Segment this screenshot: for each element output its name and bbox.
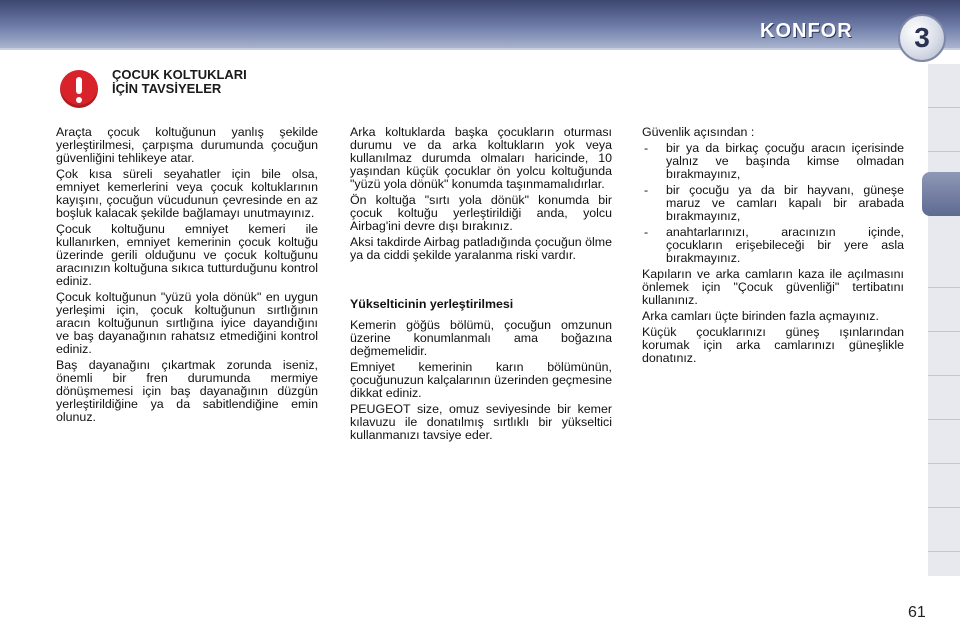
column-right [642,126,904,368]
column-middle [350,126,612,445]
paragraph: Baş dayanağını çıkartmak zorunda iseniz, önemli bir fren durumunda mermiye dönüşmemesi için baş dayanağının düzgün yerleştirildiğine ya da sabitlendiğine emin olunuz. [56,358,318,424]
list-item [642,184,904,223]
list-item-text: bir ya da birkaç çocuğu aracın içerisinde yalnız ve başında kimse olmadan bırakmayınız, [666,141,904,181]
page-number: 61 [908,604,926,621]
chapter-tab-1[interactable] [928,64,960,108]
paragraph: Emniyet kemerinin karın bölümünün, çocuğunuzun kalçalarının üzerinden geçmesine dikkat ediniz. [350,360,612,400]
chapter-tab-5[interactable] [928,288,960,332]
paragraph: Arka koltuklarda başka çocukların oturması durumu ve da arka koltukların yok veya kullanılmaz durumda olmaları haricinde, 10 yaşından küçük çocuklar ön yolcu koltuğunda "yüzü yola dönük" konumda taşınmamalıdırlar. [350,125,612,191]
paragraph: Ön koltuğa "sırtı yola dönük" konumda bir çocuk koltuğu yerleştirildiği anda, yolcu Airbag'ini devre dışı bırakınız. [350,193,612,233]
section-title: ÇOCUK KOLTUKLARI İÇİN TAVSİYELER [112,67,247,96]
chapter-tab-8[interactable] [928,420,960,464]
list-item-text: bir çocuğu ya da bir hayvanı, güneşe maruz ve camları kapalı bir arabada bırakmayınız, [666,183,904,223]
list-dash: - [644,225,649,239]
paragraph: Arka camları üçte birinden fazla açmayınız. [642,309,879,323]
paragraph: Çocuk koltuğunu emniyet kemeri ile kullanırken, emniyet kemerinin çocuk koltuğu üzerinde gerili olduğunu ve çocuk koltuğunu aracınızın koltuğuna sıkıca tutturduğunu kontrol ediniz. [56,222,318,288]
paragraph: PEUGEOT size, omuz seviyesinde bir kemer kılavuzu ile donatılmış sırtlıklı bir yükseltici kullanmanızı tavsiye eder. [350,402,612,442]
paragraph: Kemerin göğüs bölümü, çocuğun omzunun üzerine konumlanmalı ama boğazına değmemelidir. [350,318,612,358]
list-item [642,226,904,265]
safety-intro: Güvenlik açısından : [642,125,755,139]
header-divider [0,48,960,50]
list-item-text: anahtarlarınızı, aracınızın içinde, çocukların erişebileceği bir yere asla bırakmayınız. [666,225,904,265]
chapter-number-badge: 3 [898,14,946,62]
chapter-tab-9[interactable] [928,464,960,508]
warning-exclamation-icon [60,70,98,108]
list-dash: - [644,141,649,155]
chapter-tab-2[interactable] [928,108,960,152]
chapter-tab-10[interactable] [928,508,960,552]
chapter-title: KONFOR [760,20,853,42]
column-left [56,126,318,427]
chapter-tab-4[interactable] [928,244,960,288]
list-dash: - [644,183,649,197]
subheading-booster: Yükselticinin yerleştirilmesi [350,297,514,311]
paragraph: Araçta çocuk koltuğunun yanlış şekilde yerleştirilmesi, çarpışma durumunda çocuğun güvenliğini tehlikeye atar. [56,125,318,165]
paragraph: Kapıların ve arka camların kaza ile açılmasını önlemek için "Çocuk güvenliği" tertibatını kullanınız. [642,267,904,307]
paragraph: Çok kısa süreli seyahatler için bile olsa, emniyet kemerlerini veya çocuk koltuklarının kayışını, çocuğun vücudunun çevresinde en az boşluk kalacak şekilde bağlamayı unutmayınız. [56,167,318,220]
paragraph: Çocuk koltuğunun "yüzü yola dönük" en uygun yerleşimi için, çocuk koltuğunun sırtlığının aracın koltuğunun sırtlığına iyice dayandığını ve baş dayanağının rahatsız etmediğini kontrol ediniz. [56,290,318,356]
list-item [642,142,904,181]
chapter-tab-6[interactable] [928,332,960,376]
paragraph: Aksi takdirde Airbag patladığında çocuğun ölme ya da ciddi şekilde yaralanma riski vardır. [350,235,612,262]
chapter-tab-7[interactable] [928,376,960,420]
chapter-tab-3-active[interactable] [922,172,960,216]
paragraph: Küçük çocuklarınızı güneş ışınlarından korumak için arka camlarınızı güneşlikle donatınız. [642,325,904,365]
